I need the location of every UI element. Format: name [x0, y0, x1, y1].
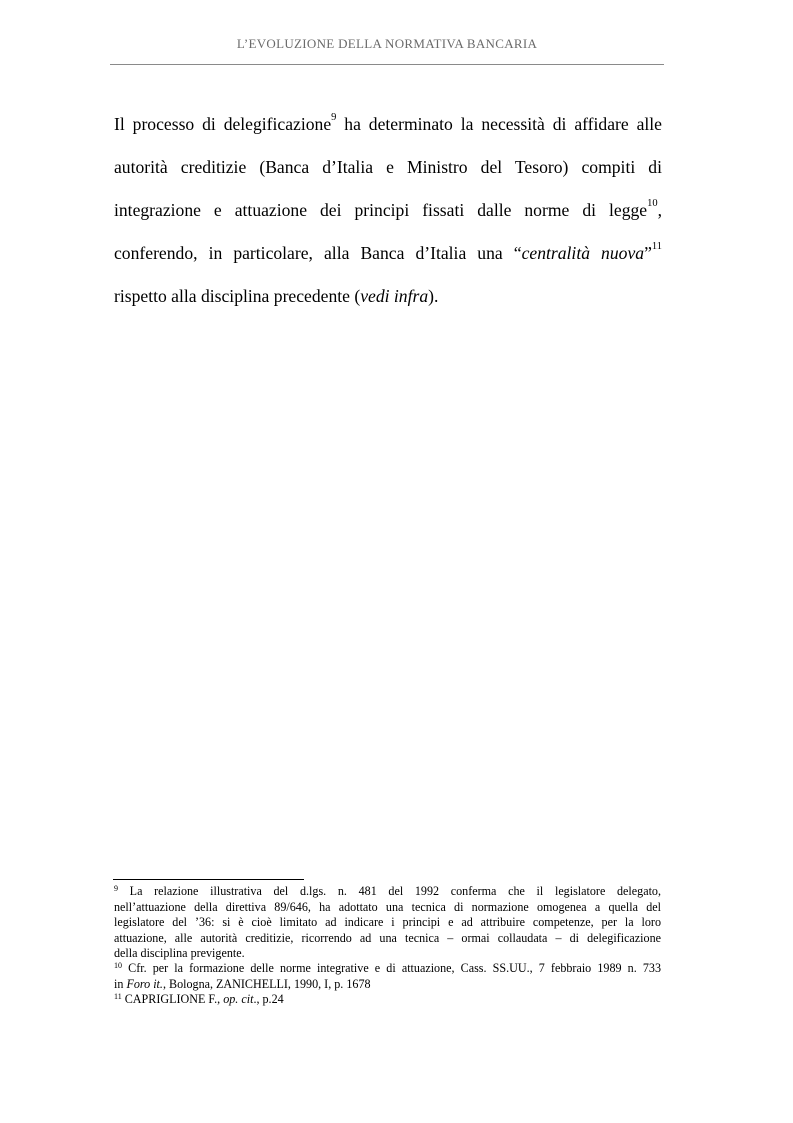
footnote-marker: 11 [114, 992, 122, 1002]
footnote-text: nell’attuazione della direttiva 89/646, ha adottato una tecnica di normazione omogenea a quella del [114, 900, 661, 915]
italic-citation: Foro it. [126, 977, 163, 992]
footnote-reference[interactable]: 10 [647, 198, 658, 210]
footnote-text: attuazione, alle autorità creditizie, ricorrendo ad una tecnica – ormai collaudata – di delegificazione [114, 930, 661, 945]
footnote-text: , Bologna, ZANICHELLI, 1990, I, p. 1678 [162, 977, 371, 992]
footnote-text: CAPRIGLIONE F., [121, 992, 224, 1007]
footnote-text: ., p.24 [253, 992, 284, 1007]
header-divider [110, 64, 664, 65]
footnote-9-line [114, 946, 661, 961]
footnote-9-line [114, 884, 661, 900]
footnote-reference[interactable]: 11 [651, 241, 662, 253]
paragraph-line [114, 103, 662, 146]
footnote-text: Cfr. per la formazione delle norme integrative e di attuazione, Cass. SS.UU., 7 febbraio 1989 n. 733 [122, 961, 661, 976]
text-run: ” [644, 243, 652, 263]
footnote-9-line [114, 900, 661, 915]
italic-phrase: vedi infra [360, 286, 429, 306]
text-run: ). [428, 286, 439, 306]
footnote-marker: 9 [114, 884, 118, 893]
text-run: Il processo di delegificazione [114, 114, 332, 134]
body-paragraph [114, 103, 662, 318]
paragraph-line [114, 275, 662, 318]
footnote-marker: 10 [114, 961, 122, 971]
footnote-text: legislatore del ’36: si è cioè limitato ad indicare i principi e ad attribuire competenze, per la loro [114, 915, 661, 930]
footnote-10-line [114, 961, 661, 977]
footnotes-section [114, 884, 661, 1009]
paragraph-line [114, 232, 662, 275]
text-run: rispetto alla disciplina precedente ( [114, 286, 361, 306]
running-header: L’EVOLUZIONE DELLA NORMATIVA BANCARIA [236, 36, 538, 51]
footnote-separator [113, 879, 304, 880]
text-run: , [657, 200, 662, 220]
text-run: integrazione e attuazione dei principi fissati dalle norme di legge [114, 200, 648, 220]
footnote-text: della disciplina previgente. [114, 945, 245, 960]
footnote-text: in [114, 977, 127, 992]
paragraph-line [114, 189, 662, 232]
footnote-reference[interactable]: 9 [331, 112, 337, 124]
footnote-11-line [114, 992, 661, 1008]
italic-citation: op. cit [223, 992, 254, 1007]
footnote-9-line [114, 915, 661, 930]
text-run: autorità creditizie (Banca d’Italia e Ministro del Tesoro) compiti di [114, 157, 662, 177]
text-run: conferendo, in particolare, alla Banca d’Italia una “ [114, 243, 522, 263]
italic-phrase: centralità nuova [521, 243, 645, 263]
footnote-9-line [114, 931, 661, 946]
footnote-text: La relazione illustrativa del d.lgs. n. 481 del 1992 conferma che il legislatore delegato, [118, 884, 661, 898]
text-run: ha determinato la necessità di affidare alle [336, 114, 662, 134]
paragraph-line [114, 146, 662, 189]
footnote-10-line [114, 977, 661, 992]
